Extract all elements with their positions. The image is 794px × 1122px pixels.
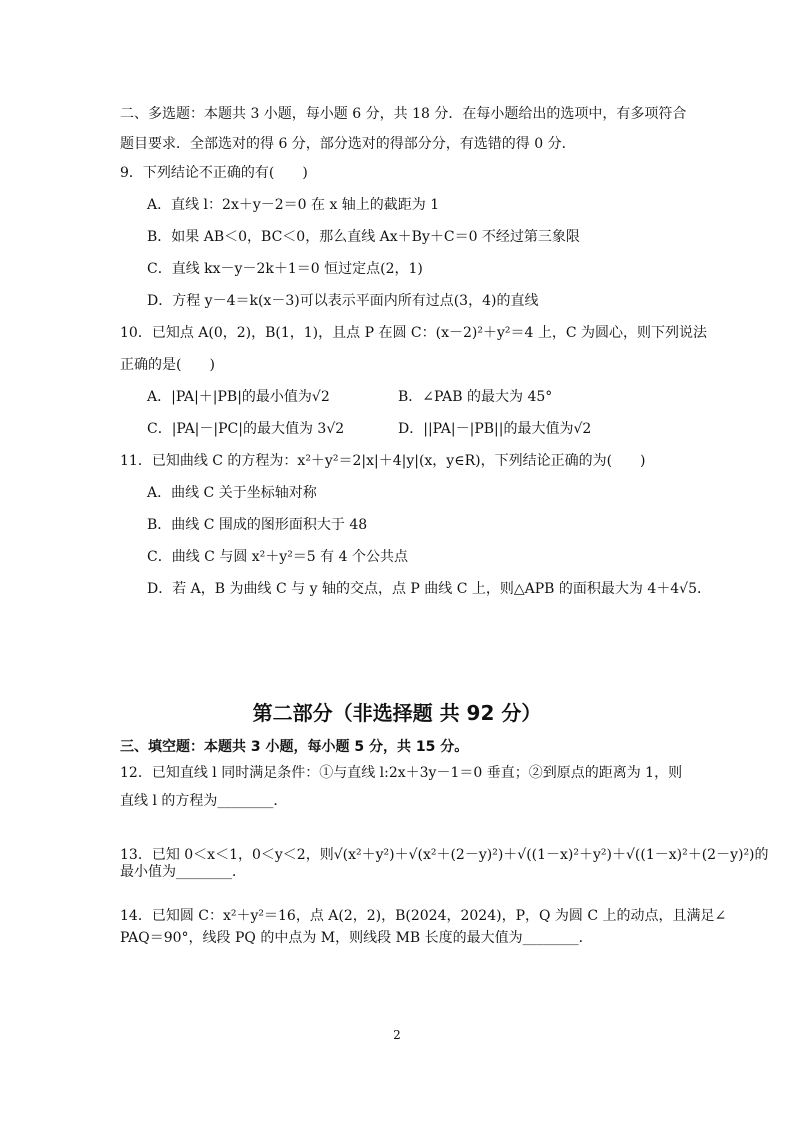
q10-option-d: D．||PA|－|PB||的最大值为√2	[398, 421, 592, 437]
q10-option-c: C．|PA|－|PC|的最大值为 3√2	[147, 421, 345, 437]
q9-option-c: C．直线 kx－y－2k＋1＝0 恒过定点(2，1)	[147, 261, 423, 277]
section2-header-line1: 二、多选题：本题共 3 小题，每小题 6 分，共 18 分．在每小题给出的选项中，有多项符合	[120, 106, 687, 122]
q11-option-a: A．曲线 C 关于坐标轴对称	[147, 485, 317, 501]
q10-option-b: B．∠PAB 的最大为 45°	[398, 389, 553, 405]
q9-option-b: B．如果 AB＜0，BC＜0，那么直线 Ax＋By＋C＝0 不经过第三象限	[147, 229, 580, 245]
q11-option-b: B．曲线 C 围成的图形面积大于 48	[147, 517, 368, 533]
section3-header: 三、填空题：本题共 3 小题，每小题 5 分，共 15 分。	[120, 739, 469, 755]
q14-line2: PAQ＝90°，线段 PQ 的中点为 M，则线段 MB 长度的最大值为________．	[120, 930, 593, 946]
q10-option-a: A．|PA|＋|PB|的最小值为√2	[147, 389, 330, 405]
q11-option-d: D．若 A，B 为曲线 C 与 y 轴的交点，点 P 曲线 C 上，则△APB 的面积最大为 4＋4√5．	[147, 581, 712, 597]
page-number: 2	[393, 1028, 401, 1042]
section2-header-line2: 题目要求．全部选对的得 6 分，部分选对的得部分分，有选错的得 0 分．	[120, 136, 576, 152]
q10-stem-line2: 正确的是( )	[120, 357, 215, 373]
q12-line2: 直线 l 的方程为________．	[120, 793, 288, 809]
q9-option-a: A．直线 l：2x＋y－2＝0 在 x 轴上的截距为 1	[147, 197, 440, 213]
q11-option-c: C．曲线 C 与圆 x²＋y²＝5 有 4 个公共点	[147, 549, 408, 565]
q13-line2: 最小值为________．	[120, 864, 246, 880]
q9-option-d: D．方程 y－4＝k(x－3)可以表示平面内所有过点(3，4)的直线	[147, 293, 539, 309]
q9-stem: 9．下列结论不正确的有( )	[120, 165, 308, 181]
q14-line1: 14．已知圆 C：x²＋y²＝16，点 A(2，2)，B(2024，2024)，P，Q 为圆 C 上的动点，且满足∠	[120, 908, 727, 924]
q13-line1: 13．已知 0＜x＜1，0＜y＜2，则√(x²＋y²)＋√(x²＋(2－y)²)＋√((1－x)²＋y²)＋√((1－x)²＋(2－y)²)的	[120, 847, 769, 863]
q12-line1: 12．已知直线 l 同时满足条件：①与直线 l:2x＋3y－1＝0 垂直；②到原点的距离为 1，则	[120, 765, 683, 781]
q10-stem-line1: 10．已知点 A(0，2)，B(1，1)，且点 P 在圆 C：(x－2)²＋y²＝4 上，C 为圆心，则下列说法	[120, 325, 708, 341]
part2-title: 第二部分（非选择题 共 92 分）	[252, 701, 542, 725]
q11-stem: 11．已知曲线 C 的方程为：x²＋y²＝2|x|＋4|y|(x，y∈R)，下列结论正确的为( )	[120, 453, 646, 469]
